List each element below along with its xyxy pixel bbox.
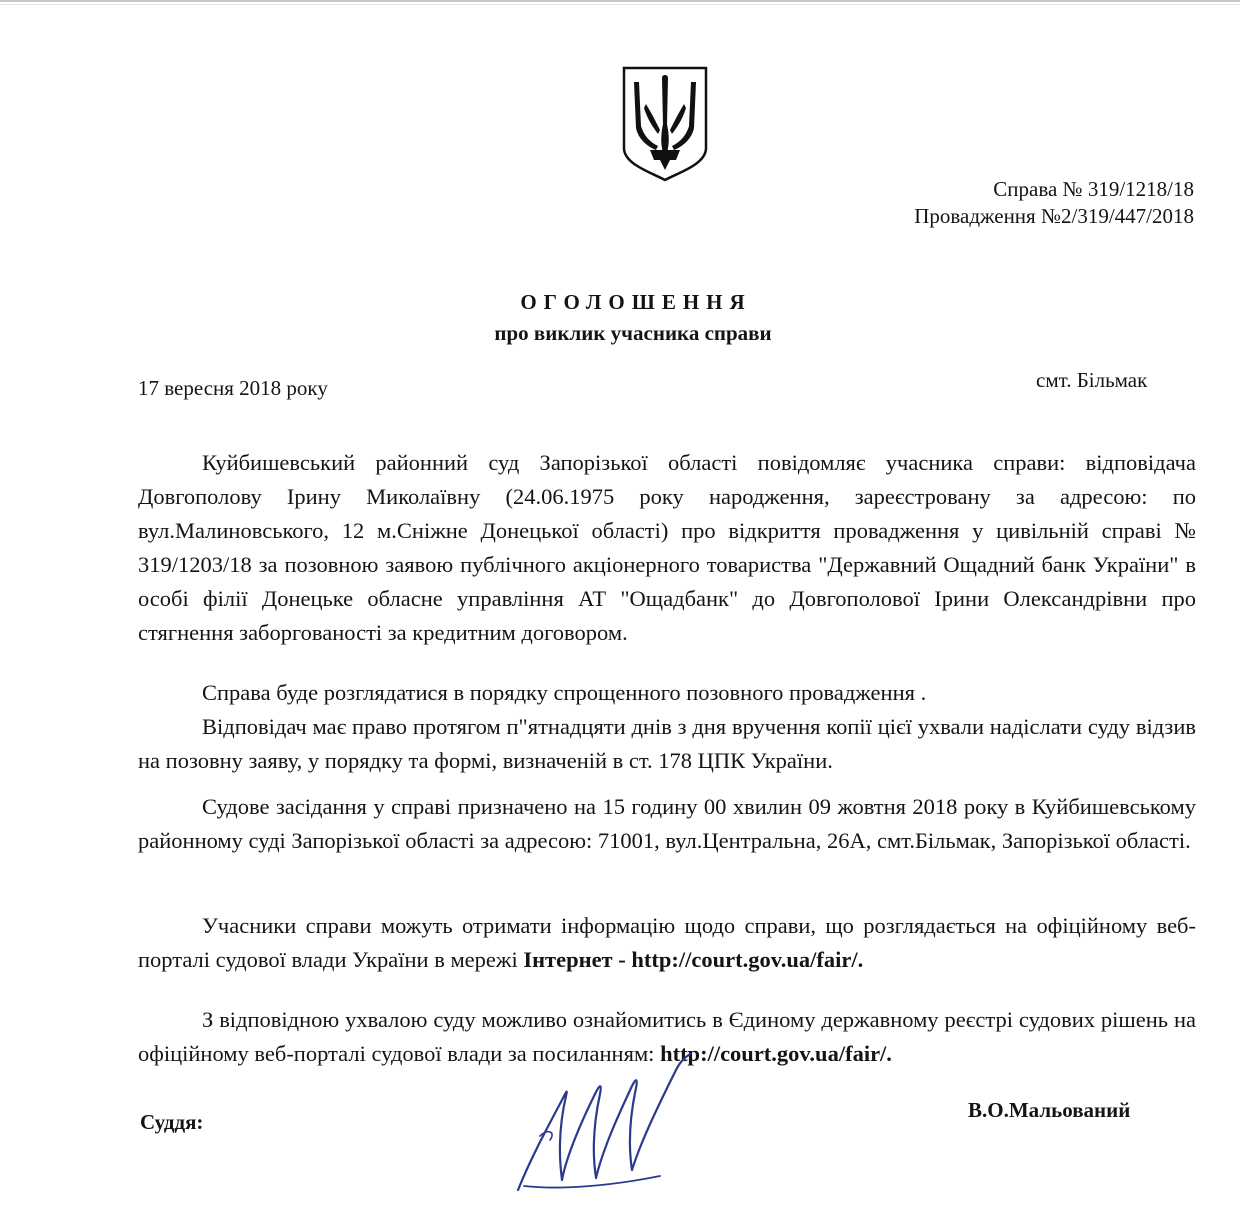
coat-of-arms-icon: [620, 64, 710, 182]
paragraph-response-right: Відповідач має право протягом п"ятнадцяти днів з дня вручення копії цієї ухвали надіслати суду відзив на позовну заяву, у порядку та формі, визначеній в ст. 178 ЦПК України.: [138, 714, 1196, 773]
scan-top-edge: [0, 0, 1240, 2]
paragraph-info-portal: [138, 909, 1196, 977]
document-date: 17 вересня 2018 року: [138, 376, 328, 400]
scan-top-edge-line: [0, 4, 1240, 5]
document-title: ОГОЛОШЕННЯ: [520, 290, 752, 314]
paragraph-notice: Куйбишевський районний суд Запорізької області повідомляє учасника справи: відповідача Довгополову Ірину Миколаївну (24.06.1975 року народження, зареєстровану за адресою: по вул.Малиновського, 12 м.Сніжне Донецької області) про відкриття провадження у цивільній справі № 319/1203/18 за позовною заявою публічного акціонерного товариства "Державний Ощадний банк України" в особі філії Донецьке обласне управління АТ "Ощадбанк" до Довгополової Ірини Олександрівни про стягнення заборгованості за кредитним договором.: [138, 450, 1196, 645]
judge-name: В.О.Мальований: [968, 1098, 1131, 1122]
judge-label: Суддя:: [140, 1110, 204, 1134]
paragraph-procedure: [138, 676, 1196, 778]
portal-link[interactable]: Інтернет - http://court.gov.ua/fair/.: [523, 947, 864, 972]
signature-icon: [500, 1040, 710, 1200]
paragraph-registry-text: З відповідною ухвалою суду можливо ознайомитись в Єдиному державному реєстрі судових рішень на офіційному веб-порталі судової влади за посиланням:: [138, 1007, 1196, 1066]
registry-link[interactable]: http://court.gov.ua/fair/.: [660, 1041, 892, 1066]
case-number: Справа № 319/1218/18: [993, 177, 1194, 201]
paragraph-hearing: Судове засідання у справі призначено на 15 годину 00 хвилин 09 жовтня 2018 року в Куйбишевському районному суді Запорізької області за адресою: 71001, вул.Центральна, 26А, смт.Більмак, Запорізької області.: [138, 794, 1196, 853]
document-subtitle: про виклик учасника справи: [494, 321, 772, 345]
paragraph-info-text: Учасники справи можуть отримати інформацію щодо справи, що розглядається на офіційному веб-порталі судової влади України в мережі: [138, 913, 1196, 972]
paragraph-procedure-line: Справа буде розглядатися в порядку спрощенного позовного провадження .: [202, 680, 927, 705]
proceeding-number: Провадження №2/319/447/2018: [914, 204, 1194, 228]
case-info: [914, 176, 1194, 230]
document-place: смт. Більмак: [1036, 368, 1148, 392]
